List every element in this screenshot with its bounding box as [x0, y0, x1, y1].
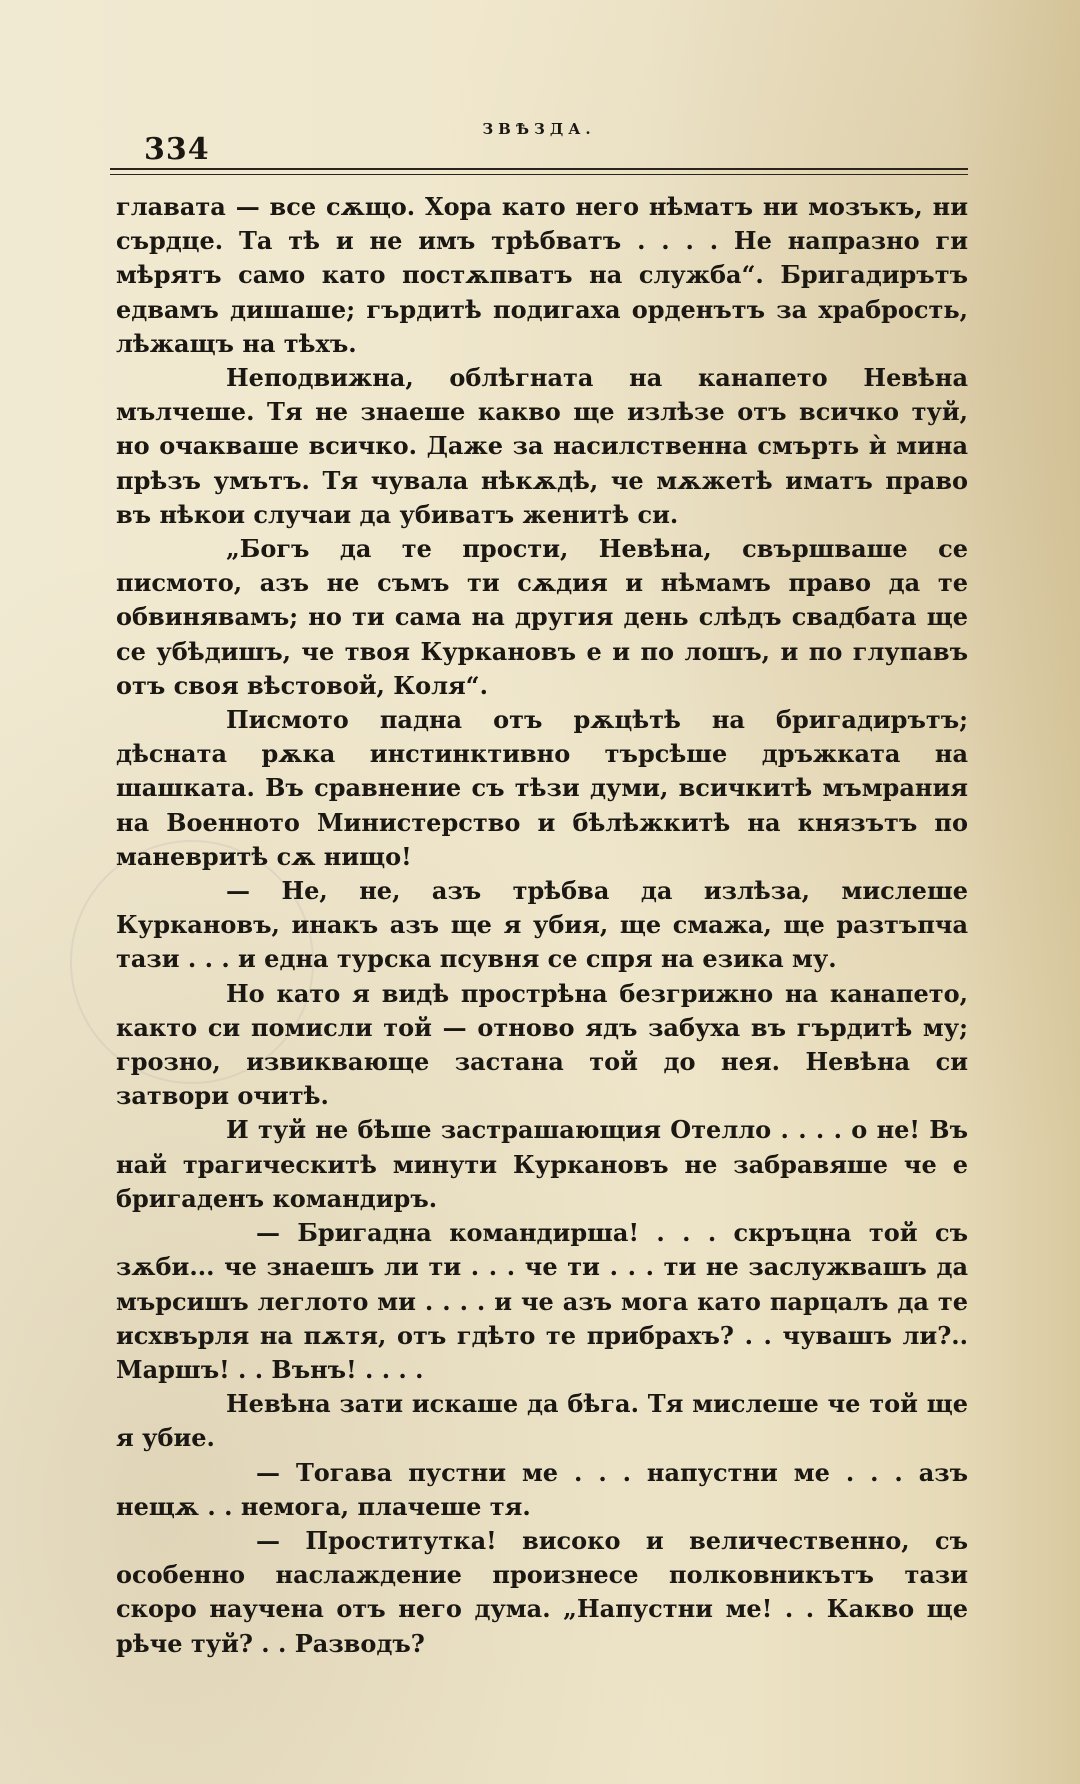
paragraph: И туй не бѣше застрашающия Отелло . . . . о не! Въ най трагическитѣ минути Куркановъ не забравяше че е бригаденъ командиръ.: [116, 1115, 968, 1213]
paragraph: — Не, не, азъ трѣбва да излѣза, мислеше Куркановъ, инакъ азъ ще я убия, ще смажа, ще разтъпча тази . . . и една турска псувня се спря на езика му.: [116, 876, 968, 974]
paragraph: Но като я видѣ прострѣна безгрижно на канапето, както си помисли той — отново ядъ забуха въ гърдитѣ му; грозно, извиквающе застана той до нея. Невѣна си затвори очитѣ.: [116, 978, 968, 1111]
paragraph: — Проститутка! високо и величественно, съ особенно наслаждение произнесе полковникътъ тази скоро научена отъ него дума. „Напустни ме! . . Какво ще рѣче туй? . . Разводъ?: [116, 1525, 968, 1658]
page-header: [110, 112, 968, 167]
header-rule-thin: [110, 174, 968, 175]
running-head: ЗВѢЗДА.: [482, 120, 596, 138]
paragraph: — Тогава пустни ме . . . напустни ме . . . азъ нещѫ . . немога, плачеше тя.: [116, 1457, 968, 1521]
paragraph: „Богъ да те прости, Невѣна, свършваше се писмото, азъ не съмъ ти сѫдия и нѣмамъ право да те обвинявамъ; но ти сама на другия день слѣдъ свадбата ще се убѣдишъ, че твоя Куркановъ е и по лошъ, и по глупавъ отъ своя вѣстовой, Коля“.: [116, 534, 968, 700]
body-text: [116, 190, 968, 1661]
paragraph: Неподвижна, облѣгната на канапето Невѣна мълчеше. Тя не знаеше какво ще излѣзе отъ всичко туй, но очакваше всичко. Даже за насилственна смърть ѝ мина прѣзъ умътъ. Тя чувала нѣкѫдѣ, че мѫжетѣ иматъ право въ нѣкои случаи да убиватъ женитѣ си.: [116, 363, 968, 529]
paragraph: Писмото падна отъ рѫцѣтѣ на бригадирътъ; дѣсната рѫка инстинктивно търсѣше дръжката на шашката. Въ сравнение съ тѣзи думи, всичкитѣ мъмрания на Военното Министерство и бѣлѣжкитѣ на князътъ по маневритѣ сѫ нищо!: [116, 705, 968, 871]
page-number: 334: [144, 132, 210, 167]
paragraph: главата — все сѫщо. Хора като него нѣматъ ни мозъкъ, ни сърдце. Та тѣ и не имъ трѣбватъ . . . . Не напразно ги мѣрятъ само като постѫпватъ на служба“. Бригадирътъ едвамъ дишаше; гърдитѣ подигаха орденътъ за храбрость, лѣжащъ на тѣхъ.: [116, 192, 968, 358]
paragraph: Невѣна зати искаше да бѣга. Тя мислеше че той ще я убие.: [116, 1389, 968, 1453]
paragraph: — Бригадна командирша! . . . скръцна той съ зѫби... че знаешъ ли ти . . . че ти . . . ти не заслужвашъ да мърсишъ леглото ми . . . . и че азъ мога като парцалъ да те исхвърля на пѫтя, отъ гдѣто те прибрахъ? . . чувашъ ли?.. Маршъ! . . Вънъ! . . . .: [116, 1218, 968, 1384]
header-rule-thick: [110, 168, 968, 170]
